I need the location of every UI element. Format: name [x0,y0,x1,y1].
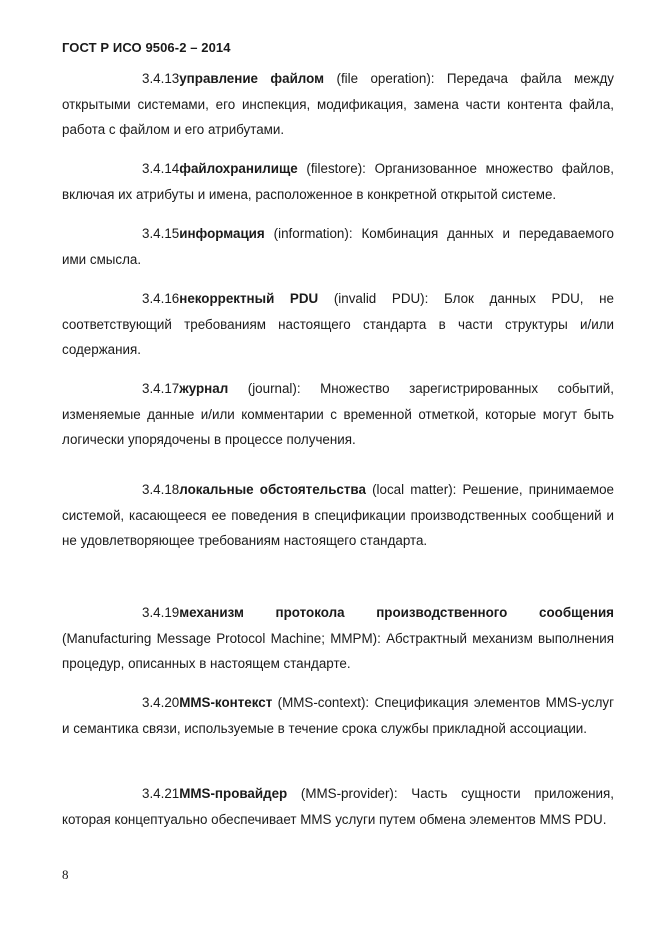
entry-definition: (file operation): Передача файла между открытыми системами, его инспекция, модификация, замена части контента файла, работа с файлом и его атрибутами. [62,71,614,137]
entry-definition: (MMS-provider): Часть сущности приложения, которая концептуально обеспечивает MMS услуги путем обмена элементов MMS PDU. [62,786,614,827]
entry-term: механизм протокола производственного сообщения [179,605,614,620]
entry-term: локальные обстоятельства [179,482,366,497]
entry-definition: (filestore): Организованное множество файлов, включая их атрибуты и имена, расположенное в конкретной открытой системе. [62,161,614,202]
definition-entry-3-4-17 [62,376,614,453]
entry-number: 3.4.15 [142,226,180,241]
entry-definition: (invalid PDU): Блок данных PDU, не соответствующий требованиям настоящего стандарта в части структуры и/или содержания. [62,291,614,357]
entry-number: 3.4.17 [142,381,180,396]
definition-entry-3-4-14 [62,156,614,207]
entry-definition: (journal): Множество зарегистрированных событий, изменяемые данные и/или комментарии с временной отметкой, которые могут быть логически упорядочены в процессе получения. [62,381,614,447]
entry-number: 3.4.20 [142,695,180,710]
entry-number: 3.4.16 [142,291,180,306]
entry-term: MMS-провайдер [179,786,288,801]
definition-entry-3-4-18 [62,477,614,554]
definition-entry-3-4-20 [62,690,614,741]
entry-term: журнал [179,381,229,396]
entry-term: некорректный PDU [179,291,319,306]
definition-entry-3-4-13 [62,66,614,143]
entry-number: 3.4.19 [142,605,180,620]
definition-entry-3-4-15 [62,221,614,272]
entry-number: 3.4.14 [142,161,180,176]
page-number: 8 [62,867,69,882]
entry-term: MMS-контекст [179,695,273,710]
entry-term: файлохранилище [179,161,298,176]
definition-entry-3-4-21 [62,781,614,832]
entry-number: 3.4.18 [142,482,180,497]
definition-entry-3-4-19 [62,600,614,677]
entry-term: информация [179,226,265,241]
entry-term: управление файлом [179,71,325,86]
entry-number: 3.4.13 [142,71,180,86]
entry-definition: (information): Комбинация данных и передаваемого ими смысла. [62,226,614,267]
document-header: ГОСТ Р ИСО 9506-2 – 2014 [62,40,231,55]
entry-definition: (MMS-context): Спецификация элементов MMS-услуг и семантика связи, используемые в течение срока службы прикладной ассоциации. [62,695,614,736]
entry-definition: (local matter): Решение, принимаемое системой, касающееся ее поведения в спецификации производственных сообщений и не удовлетворяющее требованиям настоящего стандарта. [62,482,614,548]
entry-definition: (Manufacturing Message Protocol Machine; MMPM): Абстрактный механизм выполнения процедур, описанных в настоящем стандарте. [62,630,614,671]
entry-number: 3.4.21 [142,786,180,801]
definition-entry-3-4-16 [62,286,614,363]
